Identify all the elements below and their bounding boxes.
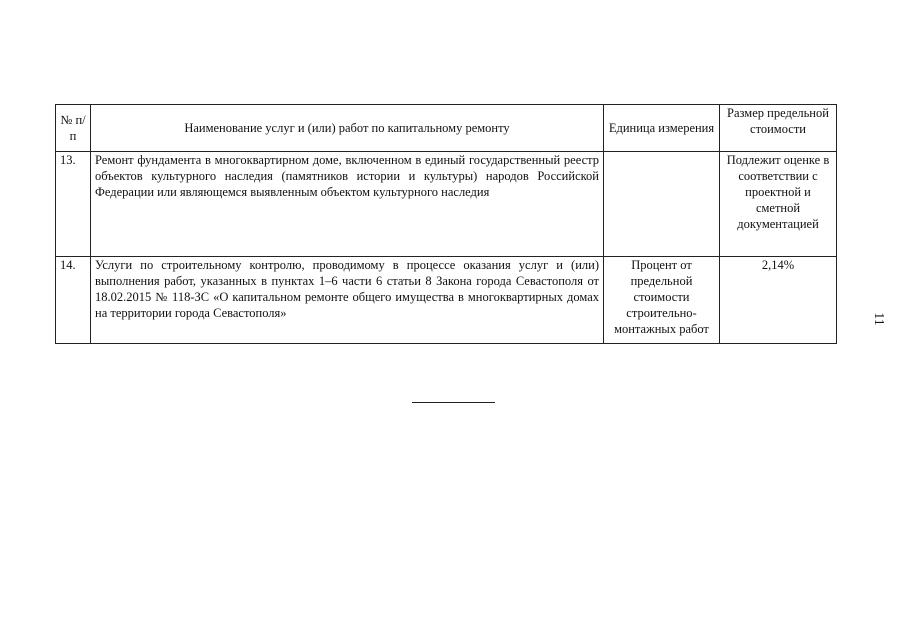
table-row (56, 257, 837, 344)
table-header-row (56, 105, 837, 152)
end-separator-line (412, 402, 495, 403)
row-name: Услуги по строительному контролю, проводимому в процессе оказания услуг и (или) выполнения работ, указанных в пунктах 1–6 части 6 статьи 8 Закона города Севастополя от 18.02.2015 № 118-ЗС «О капитальном ремонте общего имущества в многоквартирных домах на территории города Севастополя» (91, 257, 604, 344)
header-size: Размер предельной стоимости (720, 105, 837, 152)
table-row (56, 152, 837, 257)
row-size: Подлежит оценке в соответствии с проектной и сметной документацией (720, 152, 837, 257)
header-num: № п/п (56, 105, 91, 152)
row-num: 14. (56, 257, 91, 344)
row-unit (604, 152, 720, 257)
header-unit: Единица измерения (604, 105, 720, 152)
page-number: 11 (871, 312, 886, 326)
services-cost-table (55, 104, 837, 344)
row-size: 2,14% (720, 257, 837, 344)
row-name: Ремонт фундамента в многоквартирном доме, включенном в единый государственный реестр объектов культурного наследия (памятников истории и культуры) народов Российской Федерации или являющемся выявленным объектом культурного наследия (91, 152, 604, 257)
row-unit: Процент от предельной стоимости строительно-монтажных работ (604, 257, 720, 344)
row-num: 13. (56, 152, 91, 257)
header-name: Наименование услуг и (или) работ по капитальному ремонту (91, 105, 604, 152)
